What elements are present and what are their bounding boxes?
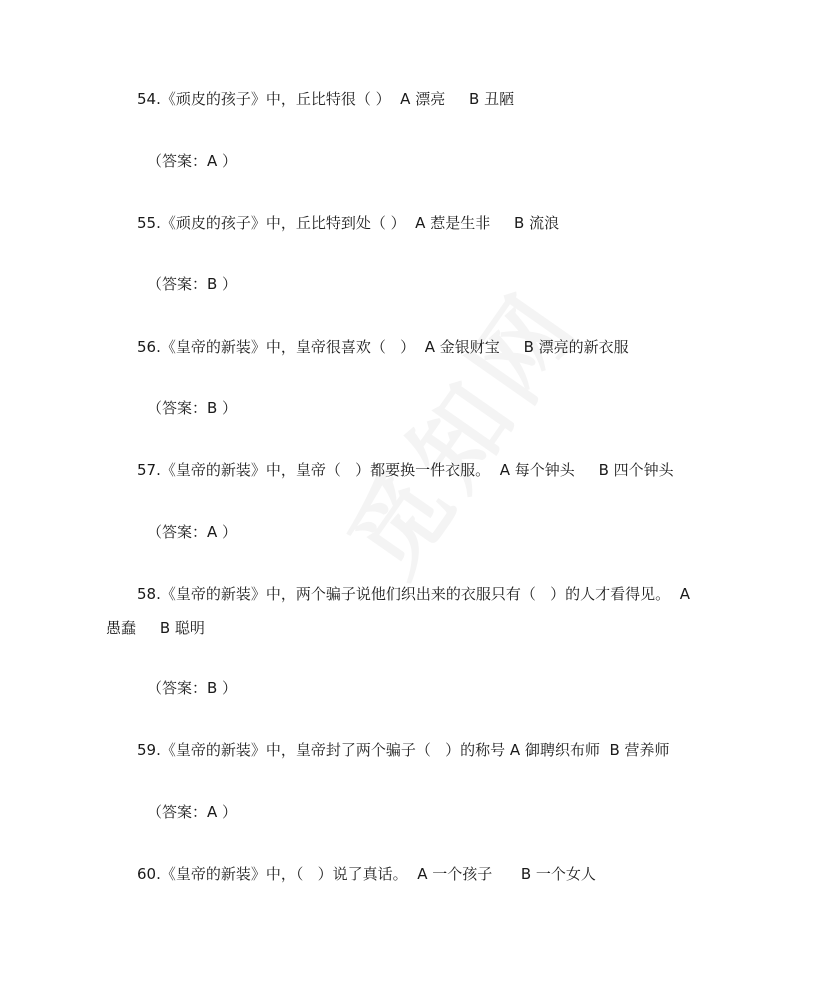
question-55: 55.《顽皮的孩子》中，丘比特到处（ ） A 惹是生非 B 流浪 <box>137 214 560 232</box>
answer-59: （答案：A ） <box>147 803 238 821</box>
question-58: 58.《皇帝的新装》中，两个骗子说他们织出来的衣服只有（ ）的人才看得见。 A <box>137 585 690 603</box>
answer-58: （答案：B ） <box>147 679 238 697</box>
answer-54: （答案：A ） <box>147 152 238 170</box>
question-59: 59.《皇帝的新装》中，皇帝封了两个骗子（ ）的称号 A 御聘织布师 B 营养师 <box>137 741 670 759</box>
question-60: 60.《皇帝的新装》中，（ ）说了真话。 A 一个孩子 B 一个女人 <box>137 865 596 883</box>
question-56: 56.《皇帝的新装》中，皇帝很喜欢（ ） A 金银财宝 B 漂亮的新衣服 <box>137 338 629 356</box>
answer-55: （答案：B ） <box>147 275 238 293</box>
question-58-continuation: 愚蠢 B 聪明 <box>106 619 205 637</box>
watermark <box>312 259 607 598</box>
question-54: 54.《顽皮的孩子》中，丘比特很（ ） A 漂亮 B 丑陋 <box>137 90 515 108</box>
answer-57: （答案：A ） <box>147 523 238 541</box>
answer-56: （答案：B ） <box>147 399 238 417</box>
question-57: 57.《皇帝的新装》中，皇帝（ ）都要换一件衣服。 A 每个钟头 B 四个钟头 <box>137 461 674 479</box>
